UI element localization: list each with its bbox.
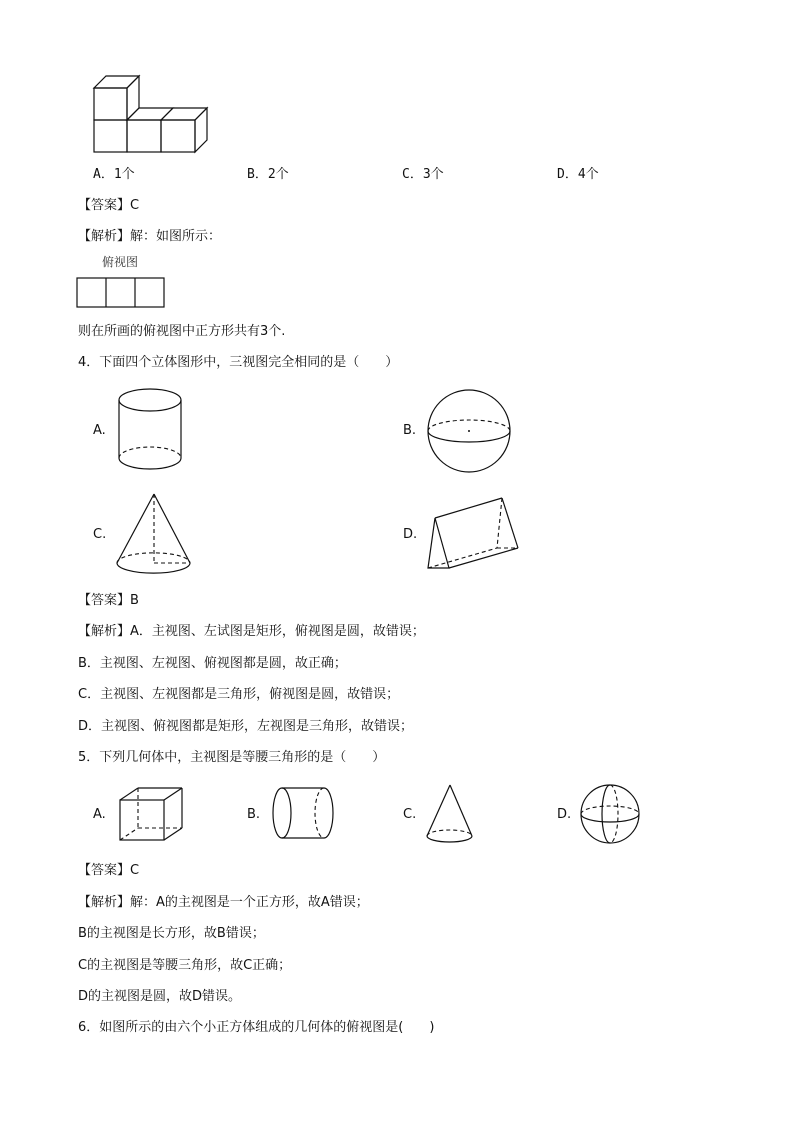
q4-cylinder-figure (118, 388, 184, 472)
q5-option-c-label: C. (403, 807, 417, 822)
analysis-label: 【解析】 (78, 229, 131, 244)
analysis-text: 解：A的主视图是一个正方形，故A错误； (130, 895, 369, 910)
q4-cone-figure (116, 492, 192, 578)
q3-top-view-figure (76, 277, 166, 309)
q4-analysis-line-1 (78, 624, 425, 640)
q4-analysis-line-4: D．主视图、俯视图都是矩形，左视图是三角形，故错误； (78, 719, 414, 734)
q3-cubes-figure (90, 72, 210, 162)
analysis-text: 解：如图所示： (130, 229, 222, 244)
q3-option-a: A．1个 (93, 167, 135, 182)
analysis-text: A．主视图、左试图是矩形，俯视图是圆，故错误； (130, 624, 425, 639)
q4-option-c-label: C. (93, 527, 107, 542)
q5-horizontal-cylinder-figure (272, 786, 338, 842)
q3-option-c: C．3个 (402, 167, 444, 182)
q3-answer (78, 198, 139, 214)
answer-value: B (130, 593, 139, 608)
q5-analysis-line-1 (78, 895, 369, 911)
q5-analysis-line-2: B的主视图是长方形，故B错误； (78, 926, 265, 941)
q5-analysis-line-3: C的主视图是等腰三角形，故C正确； (78, 958, 292, 973)
q3-top-view-caption: 俯视图 (102, 255, 139, 269)
q3-analysis (78, 229, 221, 245)
answer-label: 【答案】 (78, 863, 131, 878)
answer-value: C (130, 198, 140, 213)
q5-sphere-figure (580, 784, 642, 846)
q5-answer (78, 863, 139, 879)
q3-conclusion: 则在所画的俯视图中正方形共有3个. (78, 324, 286, 339)
q5-cone-figure (424, 783, 476, 847)
answer-label: 【答案】 (78, 593, 131, 608)
q5-question: 5．下列几何体中，主视图是等腰三角形的是（ ） (78, 750, 386, 765)
q5-analysis-line-4: D的主视图是圆，故D错误。 (78, 989, 242, 1004)
q6-question: 6．如图所示的由六个小正方体组成的几何体的俯视图是( ) (78, 1020, 435, 1035)
q3-option-b: B．2个 (247, 167, 289, 182)
q4-analysis-line-3: C．主视图、左视图都是三角形，俯视图是圆，故错误； (78, 687, 400, 702)
q5-cube-figure (118, 786, 186, 844)
q3-option-d: D．4个 (557, 167, 599, 182)
q4-option-a-label: A. (93, 423, 106, 438)
answer-label: 【答案】 (78, 198, 131, 213)
q4-answer (78, 593, 139, 609)
q4-analysis-line-2: B．主视图、左视图、俯视图都是圆，故正确； (78, 656, 347, 671)
q5-option-b-label: B. (247, 807, 261, 822)
analysis-label: 【解析】 (78, 895, 131, 910)
analysis-label: 【解析】 (78, 624, 131, 639)
q4-question: 4．下面四个立体图形中，三视图完全相同的是（ ） (78, 355, 399, 370)
q4-prism-figure (427, 496, 521, 572)
q4-sphere-figure (427, 389, 513, 475)
q5-option-a-label: A. (93, 807, 106, 822)
q4-option-d-label: D. (403, 527, 418, 542)
q4-option-b-label: B. (403, 423, 417, 438)
answer-value: C (130, 863, 140, 878)
q5-option-d-label: D. (557, 807, 572, 822)
